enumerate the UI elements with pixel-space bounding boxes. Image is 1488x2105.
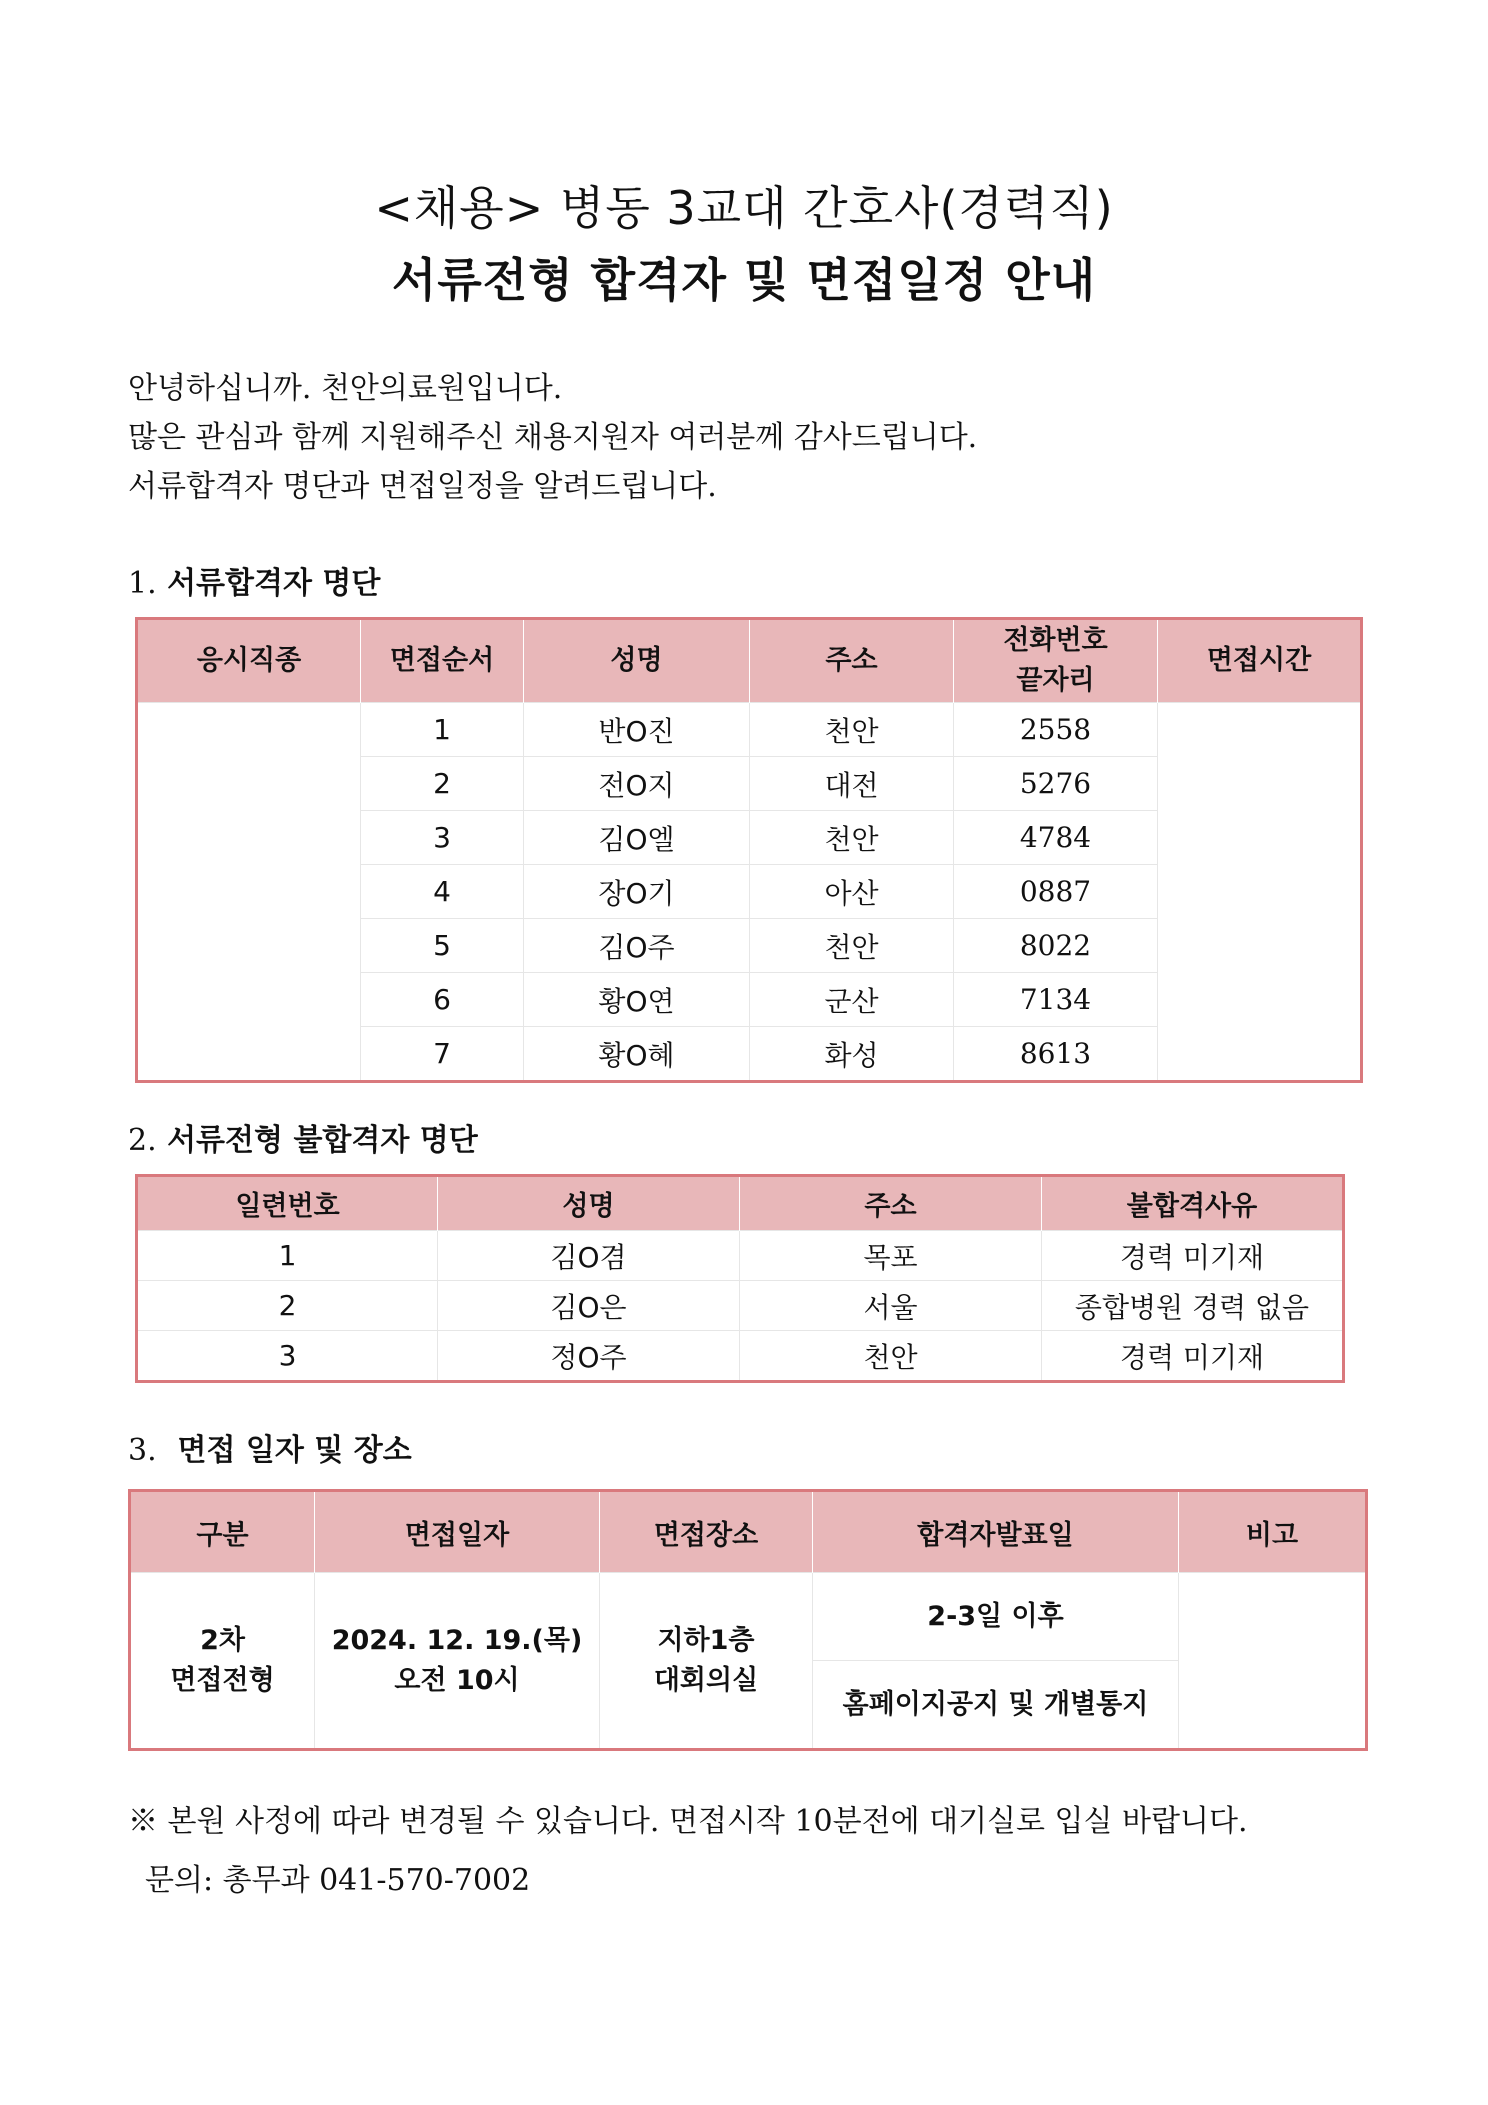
intro-line: 서류합격자 명단과 면접일정을 알려드립니다. xyxy=(128,469,717,504)
serial-cell: 3 xyxy=(137,1331,438,1382)
intro-paragraph xyxy=(128,364,977,511)
interview-time-cell xyxy=(1158,703,1362,1082)
section-number: 2. xyxy=(128,1123,157,1158)
announce-date-cell: 2-3일 이후 xyxy=(813,1573,1179,1661)
section-number: 3. xyxy=(128,1433,157,1468)
place-line: 지하1층 xyxy=(657,1624,755,1656)
header-cell: 응시직종 xyxy=(137,619,361,703)
phone-cell: 0887 xyxy=(954,865,1158,919)
name-cell: 황O혜 xyxy=(524,1027,750,1082)
section3-heading xyxy=(128,1425,412,1469)
time-line: 오전 10시 xyxy=(394,1664,520,1696)
address-cell: 천안 xyxy=(750,703,954,757)
date-line: 2024. 12. 19.(목) xyxy=(331,1624,583,1656)
section2-heading xyxy=(128,1115,478,1159)
footer-note: ※ 본원 사정에 따라 변경될 수 있습니다. 면접시작 10분전에 대기실로 입실 바랍니다. xyxy=(128,1804,1248,1839)
header-cell-phone xyxy=(954,619,1158,703)
name-cell: 장O기 xyxy=(524,865,750,919)
phone-cell: 8613 xyxy=(954,1027,1158,1082)
table-row xyxy=(137,1331,1344,1382)
section-title: 서류전형 불합격자 명단 xyxy=(167,1123,478,1158)
table-row xyxy=(137,1281,1344,1331)
job-type-cell xyxy=(137,703,361,1082)
announce-method-cell: 홈페이지공지 및 개별통지 xyxy=(813,1661,1179,1750)
place-line: 대회의실 xyxy=(653,1664,759,1696)
header-cell: 합격자발표일 xyxy=(813,1491,1179,1573)
header-cell: 구분 xyxy=(130,1491,315,1573)
name-cell: 김O주 xyxy=(524,919,750,973)
order-cell: 1 xyxy=(361,703,524,757)
section-number: 1. xyxy=(128,566,157,601)
table-row xyxy=(137,1231,1344,1281)
reason-cell: 종합병원 경력 없음 xyxy=(1042,1281,1344,1331)
document-title-line2: 서류전형 합격자 및 면접일정 안내 xyxy=(391,253,1097,307)
address-cell: 천안 xyxy=(740,1331,1042,1382)
section1-heading xyxy=(128,558,380,602)
order-cell: 2 xyxy=(361,757,524,811)
name-cell: 김O겸 xyxy=(438,1231,740,1281)
section-title: 서류합격자 명단 xyxy=(167,566,381,601)
address-cell: 화성 xyxy=(750,1027,954,1082)
header-cell: 면접시간 xyxy=(1158,619,1362,703)
place-cell xyxy=(600,1573,813,1750)
section-title: 면접 일자 및 장소 xyxy=(177,1433,412,1468)
order-cell: 3 xyxy=(361,811,524,865)
table-row xyxy=(137,703,1362,757)
address-cell: 목포 xyxy=(740,1231,1042,1281)
order-cell: 6 xyxy=(361,973,524,1027)
name-cell: 정O주 xyxy=(438,1331,740,1382)
name-cell: 김O은 xyxy=(438,1281,740,1331)
table-row xyxy=(130,1573,1367,1661)
intro-line: 많은 관심과 함께 지원해주신 채용지원자 여러분께 감사드립니다. xyxy=(128,420,978,455)
header-cell: 성명 xyxy=(438,1176,740,1231)
serial-cell: 1 xyxy=(137,1231,438,1281)
table-header-row xyxy=(137,1176,1344,1231)
category-line: 2차 xyxy=(200,1624,245,1656)
header-cell: 주소 xyxy=(750,619,954,703)
phone-cell: 5276 xyxy=(954,757,1158,811)
phone-cell: 4784 xyxy=(954,811,1158,865)
header-cell: 불합격사유 xyxy=(1042,1176,1344,1231)
passed-candidates-table xyxy=(135,617,1363,1083)
header-phone-line1: 전화번호 xyxy=(1003,625,1108,656)
serial-cell: 2 xyxy=(137,1281,438,1331)
remark-cell xyxy=(1179,1573,1367,1750)
order-cell: 7 xyxy=(361,1027,524,1082)
table-header-row xyxy=(137,619,1362,703)
header-phone-line2: 끝자리 xyxy=(1016,665,1095,696)
table-header-row xyxy=(130,1491,1367,1573)
reason-cell: 경력 미기재 xyxy=(1042,1231,1344,1281)
interview-schedule-table xyxy=(128,1489,1368,1751)
phone-cell: 7134 xyxy=(954,973,1158,1027)
category-cell xyxy=(130,1573,315,1750)
address-cell: 대전 xyxy=(750,757,954,811)
header-cell: 면접일자 xyxy=(315,1491,600,1573)
address-cell: 천안 xyxy=(750,919,954,973)
category-line: 면접전형 xyxy=(170,1664,275,1696)
header-cell: 비고 xyxy=(1179,1491,1367,1573)
name-cell: 반O진 xyxy=(524,703,750,757)
header-cell: 면접순서 xyxy=(361,619,524,703)
phone-cell: 8022 xyxy=(954,919,1158,973)
address-cell: 천안 xyxy=(750,811,954,865)
failed-candidates-table xyxy=(135,1174,1345,1383)
name-cell: 황O연 xyxy=(524,973,750,1027)
order-cell: 4 xyxy=(361,865,524,919)
header-cell: 면접장소 xyxy=(600,1491,813,1573)
date-cell xyxy=(315,1573,600,1750)
order-cell: 5 xyxy=(361,919,524,973)
header-cell: 주소 xyxy=(740,1176,1042,1231)
intro-line: 안녕하십니까. 천안의료원입니다. xyxy=(128,371,563,406)
document-title-line1: <채용> 병동 3교대 간호사(경력직) xyxy=(374,181,1114,235)
header-cell: 성명 xyxy=(524,619,750,703)
address-cell: 군산 xyxy=(750,973,954,1027)
address-cell: 서울 xyxy=(740,1281,1042,1331)
name-cell: 전O지 xyxy=(524,757,750,811)
header-cell: 일련번호 xyxy=(137,1176,438,1231)
name-cell: 김O엘 xyxy=(524,811,750,865)
address-cell: 아산 xyxy=(750,865,954,919)
reason-cell: 경력 미기재 xyxy=(1042,1331,1344,1382)
contact-info: 문의: 총무과 041-570-7002 xyxy=(145,1863,531,1898)
phone-cell: 2558 xyxy=(954,703,1158,757)
